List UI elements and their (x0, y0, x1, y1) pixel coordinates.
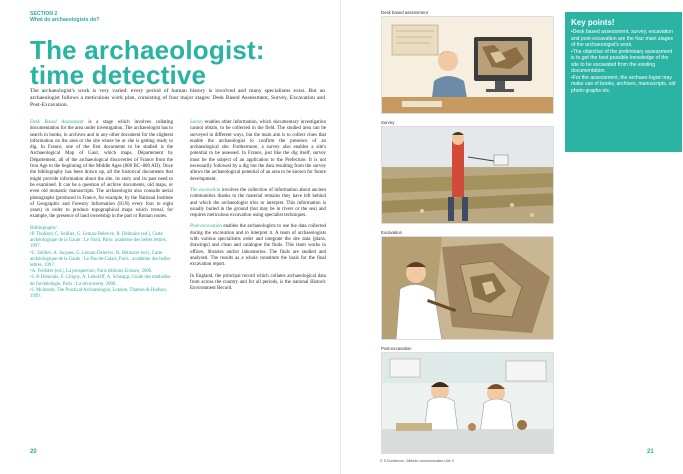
key-point-item: • For the assessment, the archaeo-logist may make use of books, archives, manuscripts, old photo-graphs etc. (571, 75, 676, 95)
survey-paragraph (190, 120, 326, 183)
bibliography-item: • P. Thollard, C. Seillier, G. Leman-Delerive, R. Delmaire (ed.), Carte archéologique de la Gaule : Le Nord, Paris: académie des belles lettres, 1997. (30, 232, 173, 251)
page-title-line1: The archaeologist: (30, 35, 265, 65)
key-points-box (565, 12, 682, 152)
post-excavation-drawing (382, 353, 554, 454)
illustration-label-post-excavation: Post-excavation (381, 346, 412, 351)
illustration-credit: © S.Dominicus, Gibbule communication Lille 3 (380, 459, 454, 463)
bibliography-item: • A. Ferdière (ed.), La prospection, Paris éditions Errance, 2006. (30, 269, 173, 275)
survey-text: enables other information, which documentary investigation cannot obtain, to be collected in the field. The studied area can be surveyed in different ways, but the main aim is to collect clues that enable the archaeologist to confirm the presence of an archaeological site. Furthermore, a survey also enables a site's potential to be assessed. In France, just like the dig itself, survey must be the subject of an application to the Prefecture. It is not necessarily followed by a dig but the data resulting from the survey allows the archaeological potential of an area to be known for future development. (190, 120, 326, 182)
desk-assessment-illustration (381, 16, 554, 114)
survey-term: Survey (190, 120, 204, 125)
england-paragraph: In England, the principal record which collates archaeological data from across the country and for all periods, is the national Historic Environment Record. (190, 273, 326, 292)
bibliography-list (30, 232, 173, 300)
key-points-list (571, 29, 676, 94)
page-number-left: 20 (30, 449, 37, 455)
illustration-label-excavation: Excavation (381, 230, 403, 235)
text-column-left (30, 120, 173, 300)
bibliography-item: • C. Seillier, A. Jacques, G. Leman-Delerive, R. Delmaire (ed.), Carte archéologique de la Gaule : Le Pas-de-Calais, Paris : académie des belles lettres, 1997. (30, 251, 173, 270)
excavation-illustration (381, 236, 554, 340)
page-title-line2: time detective (30, 60, 207, 90)
survey-drawing (382, 127, 554, 224)
bibliography-heading: Bibliography: (30, 225, 58, 231)
key-point-item: • Desk based assessment, survey, excavation and post-excavation are the four main stages of the archaeologist's work. (571, 29, 676, 49)
key-point-item: • The objective of the preliminary assessment is to get the best possible knowledge of the site to be excavated from the existing documentation. (571, 49, 676, 75)
page-number-right: 21 (647, 449, 654, 455)
post-excavation-text: enables the archaeologists to use the data collected during the excavation and to interpret it. A team of archaeologists with various specialisms order and integrate the site data (plans, drawings) and clean and catalogue the finds. This team works in offices, libraries and/or laboratories. The finds are studied and analysed. The results as a whole constitute the basis for the final excavation report. (190, 224, 326, 268)
key-points-title: Key points! (571, 18, 615, 27)
post-excavation-term: Post-excavation (190, 224, 222, 230)
excavation-term: The excavation (190, 187, 221, 193)
excavation-drawing (382, 237, 554, 340)
illustration-label-desk: Desk based assessment (381, 10, 428, 15)
bibliography-item: • J. McIntosh, The Practical Archaeologist, London, Thames & Hudson, 1999. (30, 288, 173, 300)
post-excavation-paragraph (190, 224, 326, 268)
page-title (30, 35, 320, 90)
text-column-right (190, 120, 326, 297)
desk-term: Desk Based Assessment (30, 120, 84, 125)
left-page (0, 0, 341, 474)
intro-paragraph: The archaeologist's work is very varied: every period of human history is involved and many specialisms exist. But an archaeologist follows a meticulous work plan, consisting of four major stages: Desk Based Assessment, Survey, Excavation and Post-Excavation. (30, 88, 325, 108)
excavation-paragraph (190, 188, 326, 219)
section-number: SECTION 2 (30, 11, 58, 17)
right-page (342, 0, 683, 474)
post-excavation-illustration (381, 352, 554, 454)
illustration-label-survey: Survey (381, 120, 395, 125)
bibliography-item: • J.-P. Demoule, F. Giligny, A. Lehoërff, A. Schnapp, Guide des méthodes de l'archéologie, Paris : La découverte, 2009. (30, 275, 173, 287)
desk-paragraph (30, 120, 173, 221)
section-subtitle: What do archaeologists do? (30, 17, 100, 24)
section-label (30, 11, 99, 24)
survey-illustration (381, 126, 554, 224)
desk-text: is a stage which involves collating documentation for the area under investigation. The archaeologist has to search in books, in archives and in any other document for the slightest information on the area or the site where he or she is getting ready to dig. In France, one of the first documents to be studied is the Archaeological Map of Gaul, which maps, Département by Département, all of the archaeological discoveries of France from the Iron Age to the beginning of the Middle Ages (800 BC–800 AD). Once the bibliography has been drawn up, all the historical documents that might provide information about the site, its story and its past need to be examined. It can be a question of archive documents, old maps, or even old monastic manuscripts. The archaeologist also consults aerial photographs (produced in France, for example, by the National Institute of Geographic and Forestry Information (IGN) every four to eight years) in order to produce topographical maps which reveal, for example, the presence of land ownership in the part or Roman routes. (30, 120, 173, 220)
desk-assessment-drawing (382, 17, 554, 114)
excavation-text: involves the collection of information about ancient communities thanks to the material remains they have left behind and which the archaeologist tries to interpret. This information is usually buried in the ground (but may be in rivers or the sea) and requires meticulous excavation using specialist techniques. (190, 187, 326, 219)
